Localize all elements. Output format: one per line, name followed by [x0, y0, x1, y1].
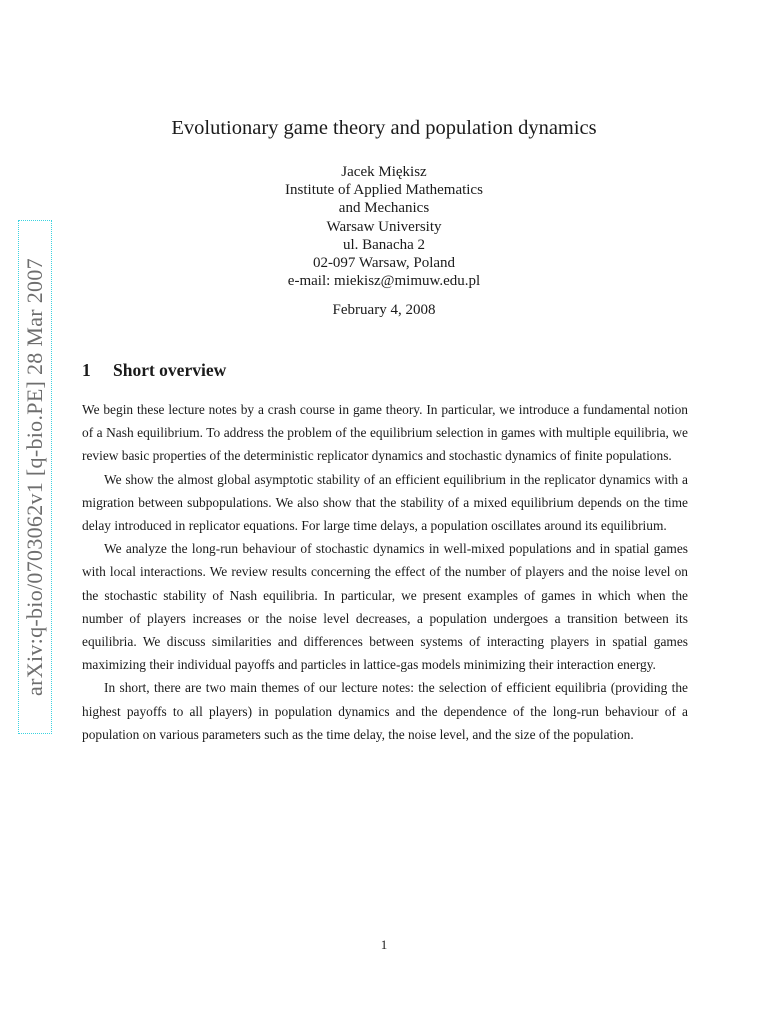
author-block: [0, 163, 768, 290]
author-email: e-mail: miekisz@mimuw.edu.pl: [287, 273, 481, 290]
section-title: Short overview: [113, 360, 227, 380]
paper-date: February 4, 2008: [332, 302, 436, 318]
author-street: ul. Banacha 2: [342, 236, 426, 253]
author-name: Jacek Miękisz: [341, 164, 427, 180]
section-number: 1: [82, 360, 91, 380]
author-affiliation-line-2: and Mechanics: [338, 200, 430, 217]
author-city: 02-097 Warsaw, Poland: [312, 255, 456, 272]
section-heading: [82, 360, 226, 381]
author-university: Warsaw University: [326, 218, 442, 235]
paragraph: We show the almost global asymptotic stability of an efficient equilibrium in the replicator dynamics with a migration between subpopulations. We also show that the stability of a mixed equilibrium depends on the time delay introduced in replicator equations. For large time delays, a population oscillates around its equilibrium.: [82, 471, 688, 534]
arxiv-side-stamp: [18, 220, 52, 734]
arxiv-identifier: arXiv:q-bio/0703062v1 [q-bio.PE] 28 Mar 2007: [22, 258, 47, 696]
section-body: [82, 398, 688, 746]
paragraph: We analyze the long-run behaviour of stochastic dynamics in well-mixed populations and in spatial games with local interactions. We review results concerning the effect of the number of players and the noise level on the stochastic stability of Nash equilibria. In particular, we present examples of games in which when the number of players increases or the noise level decreases, a population undergoes a transition between its equilibria. We discuss similarities and differences between systems of interacting players in spatial games maximizing their individual payoffs and particles in lattice-gas models minimizing their interaction energy.: [82, 541, 688, 673]
page-number: 1: [380, 937, 388, 952]
paragraph: In short, there are two main themes of our lecture notes: the selection of efficient equilibria (providing the highest payoffs to all players) in population dynamics and the dependence of the long-run behaviour of a population on various parameters such as the time delay, the noise level, and the size of the population.: [82, 680, 688, 742]
paragraph: We begin these lecture notes by a crash course in game theory. In particular, we introduce a fundamental notion of a Nash equilibrium. To address the problem of the equilibrium selection in games with multiple equilibria, we review basic properties of the deterministic replicator dynamics and stochastic dynamics of finite populations.: [82, 402, 688, 464]
author-affiliation-line-1: Institute of Applied Mathematics: [285, 182, 483, 199]
paper-title: Evolutionary game theory and population dynamics: [171, 117, 597, 139]
